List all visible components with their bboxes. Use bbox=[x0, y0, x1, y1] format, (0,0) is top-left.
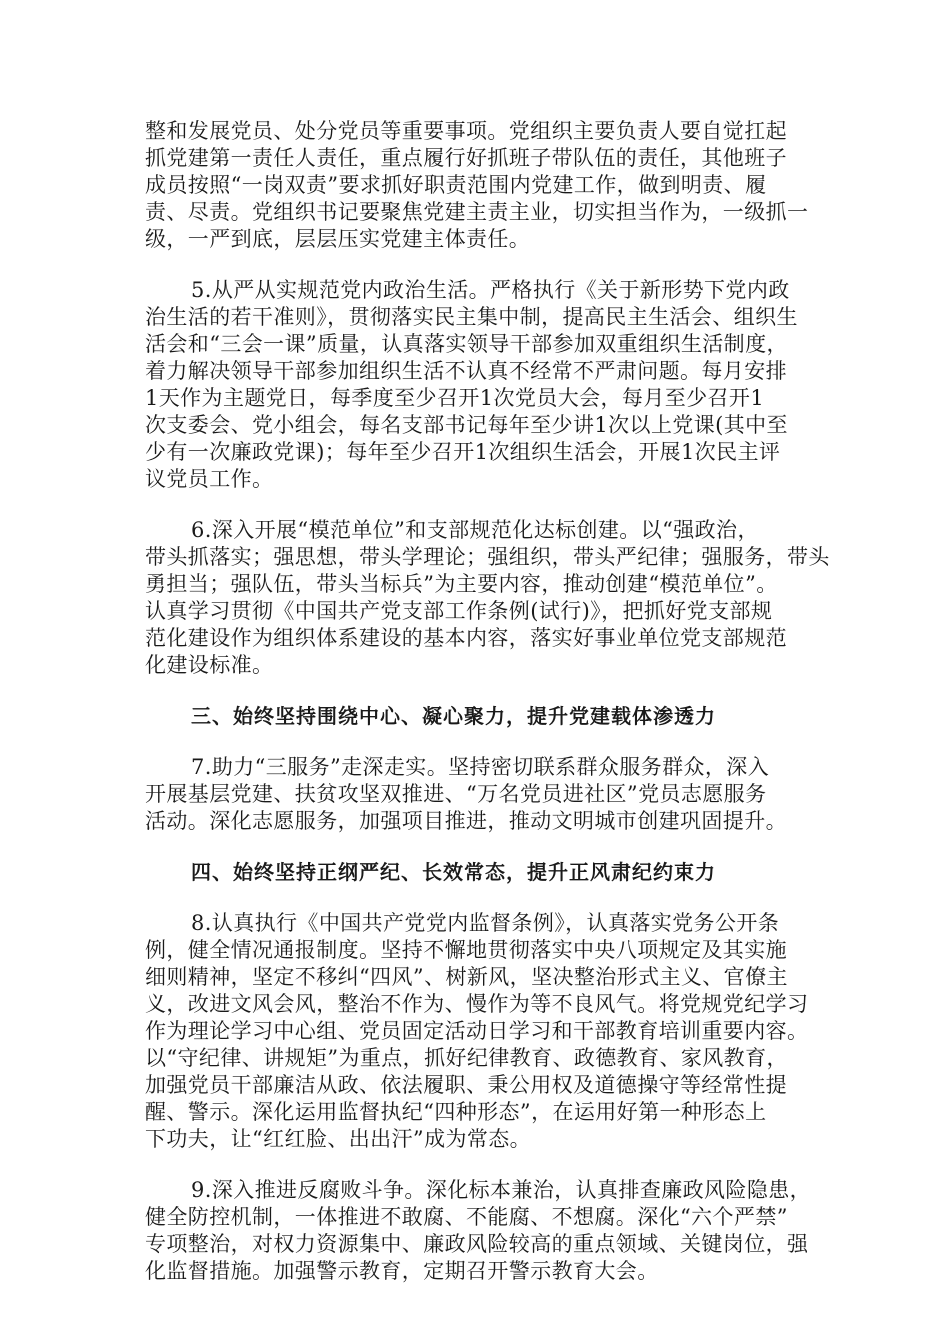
text-line: 活动。深化志愿服务，加强项目推进，推动文明城市创建巩固提升。 bbox=[145, 809, 787, 833]
text-line: 整和发展党员、处分党员等重要事项。党组织主要负责人要自觉扛起 bbox=[145, 119, 787, 143]
text-line: 责、尽责。党组织书记要聚焦党建主责主业，切实担当作为，一级抓一 bbox=[145, 200, 809, 224]
text-line: 带头抓落实；强思想，带头学理论；强组织，带头严纪律；强服务，带头 bbox=[145, 545, 830, 569]
text-line: 活会和“三会一课”质量，认真落实领导干部参加双重组织生活制度， bbox=[145, 332, 788, 356]
text-line: 8.认真执行《中国共产党党内监督条例》，认真落实党务公开条 bbox=[191, 911, 780, 935]
text-line: 化监督措施。加强警示教育，定期召开警示教育大会。 bbox=[145, 1259, 659, 1283]
text-line: 健全防控机制，一体推进不敢腐、不能腐、不想腐。深化“六个严禁” bbox=[145, 1205, 788, 1229]
text-line: 7.助力“三服务”走深走实。坚持密切联系群众服务群众，深入 bbox=[191, 755, 770, 779]
text-line: 9.深入推进反腐败斗争。深化标本兼治，认真排查廉政风险隐患， bbox=[191, 1178, 812, 1202]
text-line: 下功夫，让“红红脸、出出汗”成为常态。 bbox=[145, 1127, 532, 1151]
text-line: 作为理论学习中心组、党员固定活动日学习和干部教育培训重要内容。 bbox=[145, 1019, 809, 1043]
text-line: 次支委会、党小组会，每名支部书记每年至少讲1次以上党课(其中至 bbox=[145, 413, 788, 437]
text-line: 以“守纪律、讲规矩”为重点，抓好纪律教育、政德教育、家风教育， bbox=[145, 1046, 788, 1070]
text-line: 醒、警示。深化运用监督执纪“四种形态”，在运用好第一种形态上 bbox=[145, 1100, 767, 1124]
text-line: 化建设标准。 bbox=[145, 653, 274, 677]
paragraph-item-6 bbox=[145, 517, 833, 679]
paragraph-item-8 bbox=[145, 910, 833, 1153]
document-page bbox=[145, 118, 833, 1285]
text-line: 加强党员干部廉洁从政、依法履职、秉公用权及道德操守等经常性提 bbox=[145, 1073, 787, 1097]
paragraph-continued bbox=[145, 118, 833, 253]
paragraph-item-9 bbox=[145, 1177, 833, 1285]
paragraph-item-5 bbox=[145, 277, 833, 493]
paragraph-item-7 bbox=[145, 754, 833, 835]
text-line: 义，改进文风会风，整治不作为、慢作为等不良风气。将党规党纪学习 bbox=[145, 992, 809, 1016]
text-line: 议党员工作。 bbox=[145, 467, 274, 491]
text-line: 范化建设作为组织体系建设的基本内容，落实好事业单位党支部规范 bbox=[145, 626, 787, 650]
text-line: 治生活的若干准则》，贯彻落实民主集中制，提高民主生活会、组织生 bbox=[145, 305, 798, 329]
text-line: 认真学习贯彻《中国共产党支部工作条例(试行)》，把抓好党支部规 bbox=[145, 599, 773, 623]
text-line: 少有一次廉政党课)；每年至少召开1次组织生活会，开展1次民主评 bbox=[145, 440, 781, 464]
text-line: 开展基层党建、扶贫攻坚双推进、“万名党员进社区”党员志愿服务 bbox=[145, 782, 767, 806]
text-line: 成员按照“一岗双责”要求抓好职责范围内党建工作，做到明责、履 bbox=[145, 173, 767, 197]
section-heading-4: 四、始终坚持正纲严纪、长效常态，提升正风肃纪约束力 bbox=[191, 860, 716, 884]
text-line: 抓党建第一责任人责任，重点履行好抓班子带队伍的责任，其他班子 bbox=[145, 146, 787, 170]
text-line: 专项整治，对权力资源集中、廉政风险较高的重点领域、关键岗位，强 bbox=[145, 1232, 809, 1256]
text-line: 着力解决领导干部参加组织生活不认真不经常不严肃问题。每月安排 bbox=[145, 359, 787, 383]
text-line: 级，一严到底，层层压实党建主体责任。 bbox=[145, 227, 531, 251]
text-line: 6.深入开展“模范单位”和支部规范化达标创建。以“强政治， bbox=[191, 518, 759, 542]
text-line: 勇担当；强队伍，带头当标兵”为主要内容，推动创建“模范单位”。 bbox=[145, 572, 778, 596]
text-line: 5.从严从实规范党内政治生活。严格执行《关于新形势下党内政 bbox=[191, 278, 790, 302]
text-line: 1天作为主题党日，每季度至少召开1次党员大会，每月至少召开1 bbox=[145, 386, 765, 410]
text-line: 例，健全情况通报制度。坚持不懈地贯彻落实中央八项规定及其实施 bbox=[145, 938, 787, 962]
section-heading-3: 三、始终坚持围绕中心、凝心聚力，提升党建载体渗透力 bbox=[191, 704, 716, 728]
text-line: 细则精神，坚定不移纠“四风”、树新风，坚决整治形式主义、官僚主 bbox=[145, 965, 788, 989]
